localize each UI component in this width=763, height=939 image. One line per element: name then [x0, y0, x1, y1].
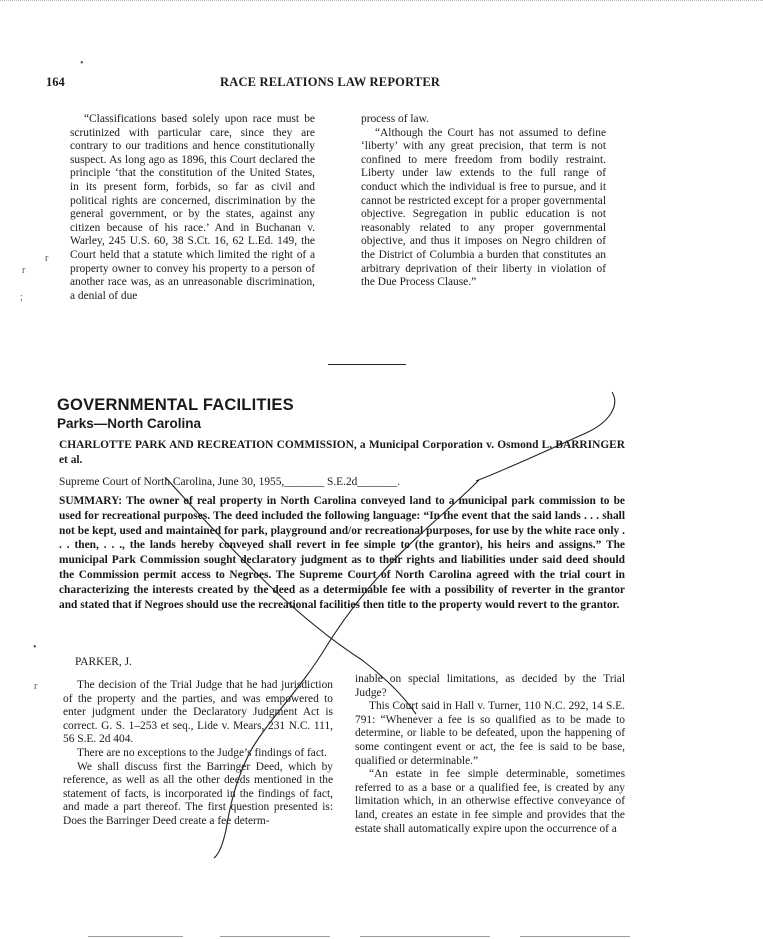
top-right-column — [361, 113, 606, 290]
scan-rule — [220, 936, 330, 937]
opinion-left-column — [63, 679, 333, 829]
case-summary: SUMMARY: The owner of real property in North Carolina conveyed land to a municipal park commission to be used for recreational purposes. The deed included the following language: “In the event that the said lands . . . shall not be kept, used and maintained for park, playground and/or recreational purposes, for use by the white race only . . . then, . . ., the lands hereby conveyed shall revert in fee simple to (the grantor), his heirs and assigns.” The municipal Park Commission sought declaratory judgment as to their rights and liabilities under said deed should the Commission permit access to Negroes. The Supreme Court of North Carolina agreed with the trial court in characterizing the interests created by the deed as a determinable fee with a possibility of reverter in the grantor and stated that if Negroes should use the recreational facilities then title to the property would revert to the grantor. — [59, 495, 625, 611]
scan-rule — [520, 936, 630, 937]
opinion-right-column — [355, 673, 625, 836]
margin-mark: r — [45, 253, 49, 264]
quote-paragraph: “Although the Court has not assumed to define ‘liberty’ with any great precision, that term is not confined to mere freedom from bodily restraint. Liberty under law extends to the full range of conduct which the individual is free to pursue, and it cannot be restricted except for a proper governmental objective. Segregation in public education is not reasonably related to any proper governmental objective, and thus it imposes on Negro children of the District of Columbia a burden that constitutes an arbitrary deprivation of their liberty in violation of the Due Process Clause.” — [361, 126, 606, 289]
pen-stroke-curve — [476, 392, 615, 481]
opinion-paragraph: This Court said in Hall v. Turner, 110 N.C. 292, 14 S.E. 791: “Whenever a fee is so qualified as to be made to determine, or liable to be defeated, upon the happening of some contingent event or act, the fee is said to be base, qualified or determinable.” — [355, 700, 625, 767]
running-title: RACE RELATIONS LAW REPORTER — [220, 75, 441, 89]
margin-mark: • — [33, 642, 37, 653]
margin-mark: r — [22, 265, 26, 276]
margin-mark: • — [80, 58, 84, 69]
judge-name: PARKER, J. — [75, 656, 132, 668]
page-number: 164 — [46, 75, 65, 89]
quote-paragraph: “Classifications based solely upon race must be scrutinized with particular care, since they are contrary to our traditions and hence constitutionally suspect. As long ago as 1896, this Court declared the principle ‘that the constitution of the United States, in its present form, forbids, so far as civil and political rights are concerned, discrimination by the general government, or by the states, against any citizen because of his race.’ And in Buchanan v. Warley, 245 U.S. 60, 38 S.Ct. 16, 62 L.Ed. 149, the Court held that a statute which limited the right of a property owner to convey his property to a person of another race was, as an unreasonable discrimination, a denial of due — [70, 113, 315, 302]
margin-mark: r — [34, 681, 38, 692]
section-divider — [328, 364, 406, 365]
opinion-paragraph: There are no exceptions to the Judge’s findings of fact. — [77, 746, 327, 759]
scan-rule — [88, 936, 183, 937]
opinion-paragraph: The decision of the Trial Judge that he had jurisdiction of the property and the parties, and was empowered to enter judgment under the Declaratory Judgment Act is correct. G. S. 1–253 et seq., Lide v. Mears, 231 N.C. 111, 56 S.E. 2d 404. — [63, 679, 333, 746]
case-caption: CHARLOTTE PARK AND RECREATION COMMISSION, a Municipal Corporation v. Osmond L. BARRINGER et al. — [59, 439, 625, 466]
margin-mark: ; — [20, 292, 23, 303]
opinion-paragraph: “An estate in fee simple determinable, sometimes referred to as a base or a qualified fee, is created by any limitation which, in an otherwise effective conveyance of land, creates an estate in fee simple and provides that the estate shall automatically expire upon the occurrence of a — [355, 768, 625, 835]
scan-edge — [0, 0, 763, 1]
quote-paragraph: process of law. — [361, 113, 429, 125]
opinion-paragraph: inable on special limitations, as decided by the Trial Judge? — [355, 673, 625, 699]
court-citation: Supreme Court of North Carolina, June 30, 1955,_______ S.E.2d_______. — [59, 476, 401, 488]
top-left-column — [70, 113, 315, 303]
scan-rule — [360, 936, 490, 937]
section-title: GOVERNMENTAL FACILITIES — [57, 396, 294, 414]
opinion-paragraph: We shall discuss first the Barringer Deed, which by reference, as well as all the other deeds mentioned in the statement of facts, is incorporated in the findings of fact, and made a part thereof. The first question presented is: Does the Barringer Deed create a fee determ- — [63, 760, 333, 827]
section-subtitle: Parks—North Carolina — [57, 416, 202, 431]
